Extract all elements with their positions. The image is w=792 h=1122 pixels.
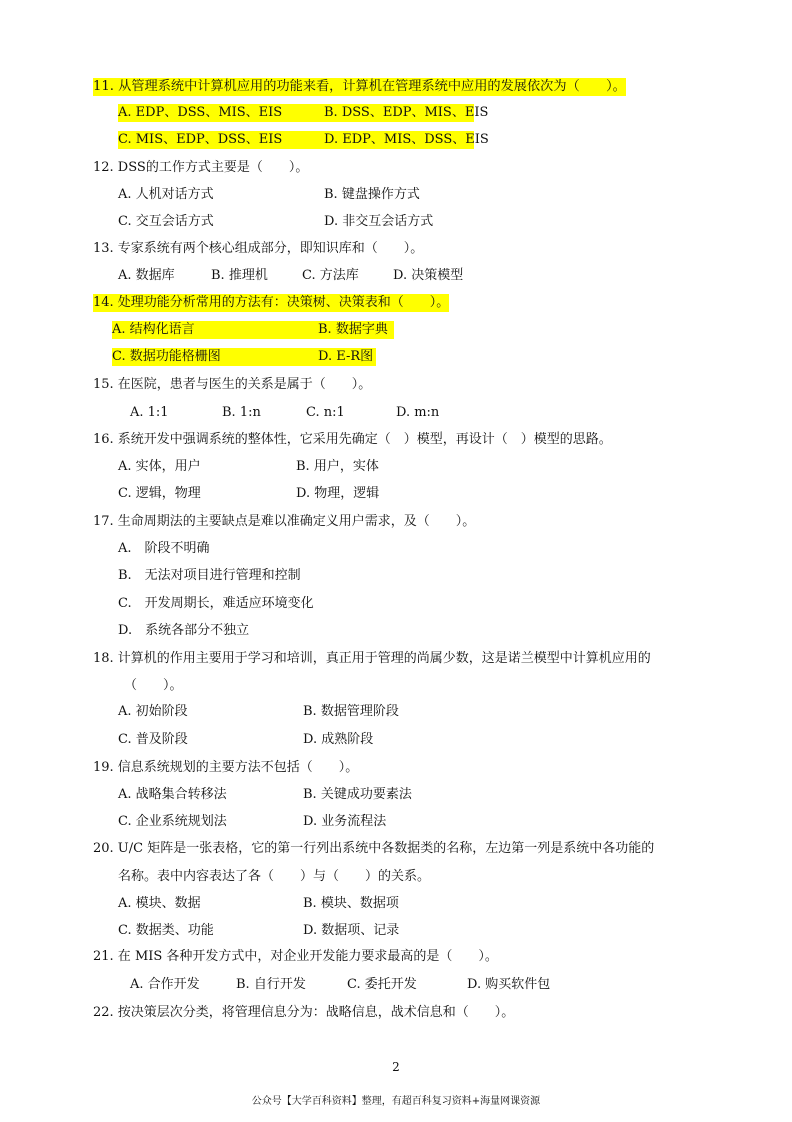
question-18-option-b: B. 数据管理阶段 — [303, 704, 399, 719]
question-19-option-a: A. 战略集合转移法 — [118, 787, 227, 802]
question-21-option-d: D. 购买软件包 — [467, 977, 551, 992]
question-20-option-d: D. 数据项、记录 — [303, 923, 400, 938]
question-12-option-c: C. 交互会话方式 — [118, 214, 214, 229]
question-20-option-c: C. 数据类、功能 — [118, 923, 214, 938]
question-17-stem: 17. 生命周期法的主要缺点是难以准确定义用户需求，及（ ）。 — [93, 514, 476, 529]
question-20-option-a: A. 模块、数据 — [118, 896, 201, 911]
question-13-option-a: A. 数据库 — [118, 268, 175, 283]
question-18-option-d: D. 成熟阶段 — [303, 732, 374, 747]
question-22-stem: 22. 按决策层次分类，将管理信息分为：战略信息，战术信息和（ ）。 — [93, 1005, 515, 1020]
question-11-option-b: B. DSS、EDP、MIS、EIS — [324, 105, 489, 120]
question-20-stem: 20. U/C 矩阵是一张表格，它的第一行列出系统中各数据类的名称，左边第一列是系统中各功能的 — [93, 841, 655, 856]
question-21-stem: 21. 在 MIS 各种开发方式中，对企业开发能力要求最高的是（ ）。 — [93, 949, 498, 964]
question-15-option-a: A. 1:1 — [130, 405, 169, 420]
question-11-option-a: A. EDP、DSS、MIS、EIS — [118, 104, 324, 122]
question-14-stem: 14. 处理功能分析常用的方法有：决策树、决策表和（ ）。 — [93, 295, 450, 310]
question-11-option-d: D. EDP、MIS、DSS、EIS — [324, 132, 489, 147]
page-number: 2 — [392, 1060, 400, 1074]
question-12-option-a: A. 人机对话方式 — [118, 187, 214, 202]
question-16-option-a: A. 实体，用户 — [118, 459, 201, 474]
question-13-option-b: B. 推理机 — [211, 268, 268, 283]
question-18-stem-continued: （ ）。 — [124, 678, 183, 693]
question-17-option-b: B. 无法对项目进行管理和控制 — [118, 568, 301, 583]
question-13-stem: 13. 专家系统有两个核心组成部分，即知识库和（ ）。 — [93, 241, 424, 256]
question-13-option-d: D. 决策模型 — [393, 268, 464, 283]
question-19-option-c: C. 企业系统规划法 — [118, 814, 227, 829]
question-18-option-a: A. 初始阶段 — [118, 704, 188, 719]
question-14-option-c: C. 数据功能格栅图 — [112, 348, 318, 366]
question-12-option-b: B. 键盘操作方式 — [324, 187, 420, 202]
question-15-option-d: D. m:n — [396, 405, 440, 420]
question-16-stem: 16. 系统开发中强调系统的整体性，它采用先确定（ ）模型，再设计（ ）模型的思路。 — [93, 432, 612, 447]
question-12-stem: 12. DSS的工作方式主要是（ ）。 — [93, 160, 309, 175]
question-21-option-c: C. 委托开发 — [347, 977, 417, 992]
question-19-stem: 19. 信息系统规划的主要方法不包括（ ）。 — [93, 760, 359, 775]
question-16-option-b: B. 用户，实体 — [296, 459, 379, 474]
question-11-stem: 11. 从管理系统中计算机应用的功能来看，计算机在管理系统中应用的发展依次为（ ）。 — [93, 79, 626, 94]
question-14-option-d: D. E-R图 — [318, 348, 376, 366]
question-18-stem: 18. 计算机的作用主要用于学习和培训，真正用于管理的尚属少数，这是诺兰模型中计算机应用的 — [93, 651, 651, 666]
question-19-option-b: B. 关键成功要素法 — [303, 787, 412, 802]
question-20-option-b: B. 模块、数据项 — [303, 896, 399, 911]
question-12-option-d: D. 非交互会话方式 — [324, 214, 434, 229]
question-18-option-c: C. 普及阶段 — [118, 732, 188, 747]
question-15-option-c: C. n:1 — [306, 405, 345, 420]
question-17-option-a: A. 阶段不明确 — [118, 541, 210, 556]
question-21-option-b: B. 自行开发 — [236, 977, 306, 992]
question-15-stem: 15. 在医院，患者与医生的关系是属于（ ）。 — [93, 377, 372, 392]
question-16-option-d: D. 物理，逻辑 — [296, 486, 380, 501]
question-11-option-c: C. MIS、EDP、DSS、EIS — [118, 131, 324, 149]
question-17-option-c: C. 开发周期长，难适应环境变化 — [118, 596, 314, 611]
question-21-option-a: A. 合作开发 — [130, 977, 200, 992]
question-14-option-b: B. 数据字典 — [318, 321, 394, 339]
question-17-option-d: D. 系统各部分不独立 — [118, 623, 250, 638]
question-19-option-d: D. 业务流程法 — [303, 814, 387, 829]
question-13-option-c: C. 方法库 — [302, 268, 359, 283]
question-20-stem-continued: 名称。表中内容表达了各（ ）与（ ）的关系。 — [118, 869, 431, 884]
question-14-option-a: A. 结构化语言 — [112, 321, 318, 339]
question-16-option-c: C. 逻辑，物理 — [118, 486, 201, 501]
question-15-option-b: B. 1:n — [222, 405, 261, 420]
footer-note: 公众号【大学百科资料】整理，有超百科复习资料+海量网课资源 — [251, 1096, 541, 1107]
